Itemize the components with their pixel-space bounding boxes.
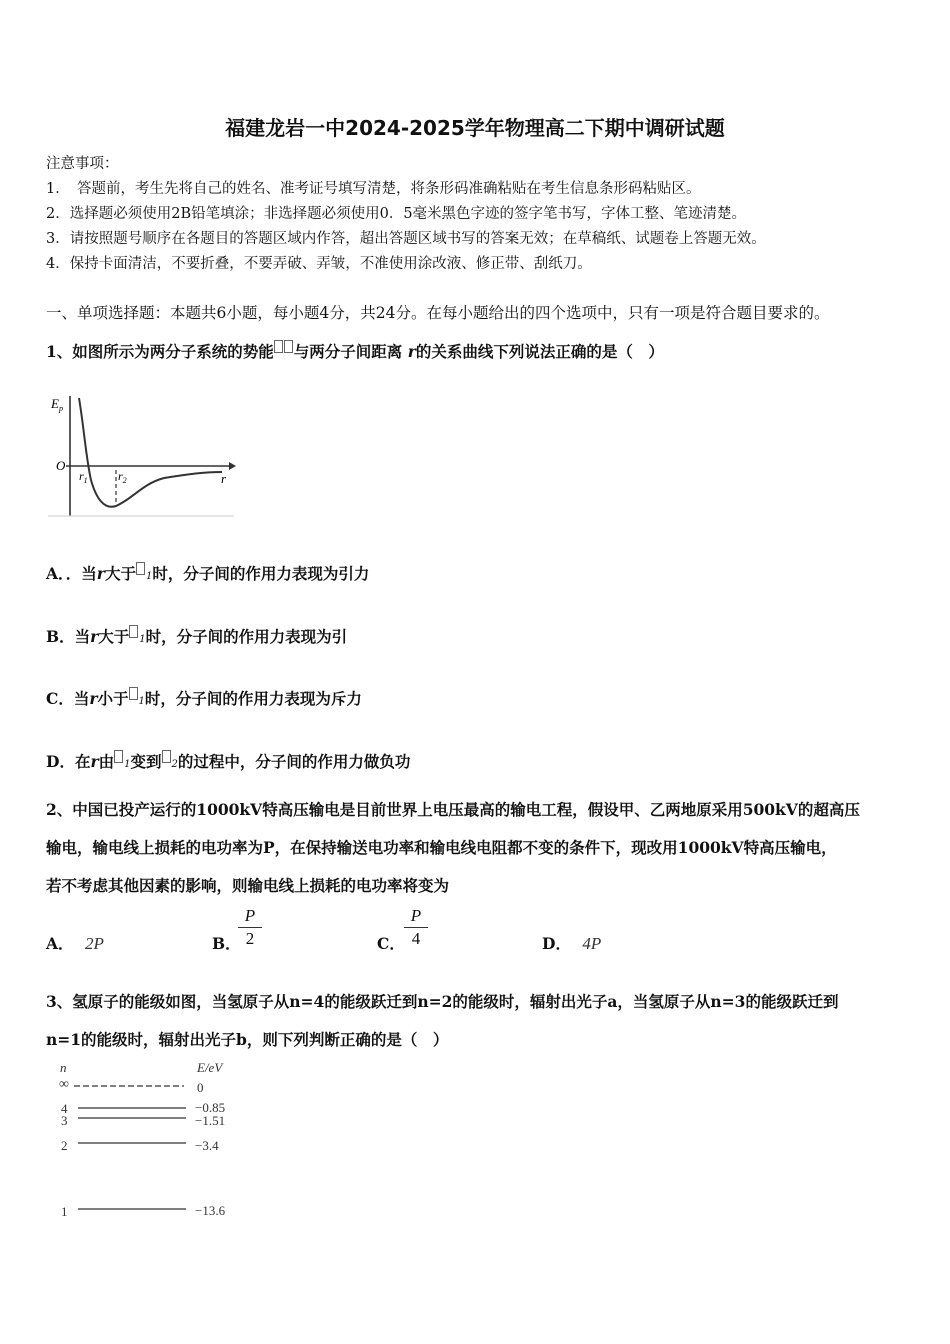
- level-e-label: 0: [197, 1080, 204, 1095]
- option-r: r: [90, 752, 99, 771]
- page-title: 福建龙岩一中2024-2025学年物理高二下期中调研试题: [225, 116, 725, 140]
- option-value: 4P: [582, 934, 602, 953]
- option-label: B．当: [46, 627, 91, 646]
- option-sub: 1: [124, 759, 131, 770]
- missing-glyph-icon: [114, 750, 123, 763]
- q1-stem-b: 与两分子间距离: [293, 342, 403, 361]
- level-e-label: −13.6: [195, 1203, 226, 1218]
- x-axis-arrow-icon: [229, 462, 236, 470]
- option-label: B．: [212, 934, 241, 953]
- q1-option-c[interactable]: [46, 687, 362, 709]
- y-axis-label: $E_p$: [51, 396, 63, 413]
- q3-stem-line: 3、氢原子的能级如图，当氢原子从n=4的能级跃迁到n=2的能级时，辐射出光子a，当氢原子从n=3的能级跃迁到: [46, 992, 839, 1011]
- option-label: D．: [542, 934, 571, 953]
- missing-glyph-icon: [136, 562, 145, 575]
- q2-stem-line: 输电，输电线上损耗的电功率为P，在保持输送电功率和输电线电阻都不变的条件下，现改用1000kV特高压输电，: [46, 838, 837, 857]
- option-label: D．在: [46, 752, 91, 771]
- q2-option-b[interactable]: [212, 932, 241, 954]
- level-n-label: 3: [61, 1113, 68, 1128]
- missing-glyph-icon: [274, 340, 283, 353]
- option-label: C．: [377, 934, 405, 953]
- option-label: C．当: [46, 689, 90, 708]
- option-tail: 时，分子间的作用力表现为斥力: [144, 689, 362, 708]
- q1-option-a[interactable]: [46, 562, 369, 584]
- notice-heading: 注意事项：: [46, 156, 119, 172]
- notice-item: 3．请按照题号顺序在各题目的答题区域内作答，超出答题区域书写的答案无效；在草稿纸、试题卷上答题无效。: [46, 231, 766, 247]
- q2-option-d[interactable]: [542, 932, 601, 954]
- r2-label: $r_2$: [118, 469, 127, 485]
- option-sub2: 2: [171, 759, 178, 770]
- level-n-label: 2: [61, 1138, 68, 1153]
- notice-item: 4．保持卡面清洁，不要折叠，不要弄破、弄皱，不准使用涂改液、修正带、刮纸刀。: [46, 256, 592, 272]
- fraction-bar: [238, 927, 262, 928]
- option-mid: 大于: [98, 627, 130, 646]
- option-mid: 大于: [104, 564, 136, 583]
- option-value: 2P: [84, 934, 104, 953]
- option-sub: 1: [145, 571, 153, 582]
- r1-label: $r_1$: [79, 469, 88, 485]
- q1-option-b[interactable]: [46, 625, 347, 647]
- q2-stem-line: 2、中国已投产运行的1000kV特高压输电是目前世界上电压最高的输电工程，假设甲、乙两地原采用500kV的超高压: [46, 800, 860, 819]
- q1-stem: [46, 340, 664, 362]
- q2-option-a[interactable]: [46, 932, 104, 954]
- q2-option-c-fraction: [404, 906, 428, 949]
- option-r: r: [90, 627, 99, 646]
- potential-energy-graph: [44, 388, 239, 523]
- option-sub: 1: [139, 634, 146, 645]
- q1-stem-a: 1、如图所示为两分子系统的势能: [46, 342, 274, 361]
- e-header: E/eV: [197, 1060, 223, 1075]
- fraction-bar: [404, 927, 428, 928]
- origin-label: O: [56, 458, 66, 473]
- notice-item: 2．选择题必须使用2B铅笔填涂；非选择题必须使用0．5毫米黑色字迹的签字笔书写，字体工整、笔迹清楚。: [46, 206, 747, 222]
- ep-curve: [79, 398, 222, 507]
- q2-stem-line: 若不考虑其他因素的影响，则输电线上损耗的电功率将变为: [46, 876, 450, 895]
- option-sub: 1: [138, 696, 145, 707]
- n-header: n: [60, 1060, 67, 1075]
- option-label: A．: [46, 934, 74, 953]
- fraction-denominator: 4: [411, 929, 421, 948]
- q1-stem-c: 的关系曲线: [415, 342, 494, 361]
- fraction-numerator: P: [410, 906, 422, 925]
- missing-glyph-icon: [129, 625, 138, 638]
- option-label: A．．当: [46, 564, 97, 583]
- missing-glyph-icon: [162, 750, 171, 763]
- level-n-label: 4: [61, 1101, 68, 1116]
- fraction-numerator: P: [244, 906, 256, 925]
- option-r: r: [89, 689, 98, 708]
- energy-level-diagram: [52, 1058, 252, 1228]
- missing-glyph-icon: [129, 687, 138, 700]
- option-tail: 时，分子间的作用力表现为引力: [152, 564, 370, 583]
- q3-stem-line: n=1的能级时，辐射出光子b，则下列判断正确的是（ ）: [46, 1030, 449, 1049]
- option-r: r: [96, 564, 105, 583]
- level-e-label: −0.85: [195, 1100, 226, 1115]
- option-mid: 小于: [97, 689, 129, 708]
- option-tail: 的过程中，分子间的作用力做负功: [177, 752, 411, 771]
- level-n-label: ∞: [59, 1077, 69, 1092]
- fraction-denominator: 2: [245, 929, 255, 948]
- q1-option-d[interactable]: [46, 750, 410, 772]
- option-mid: 由: [98, 752, 115, 771]
- option-mid2: 变到: [130, 752, 162, 771]
- level-e-label: −1.51: [195, 1113, 226, 1128]
- q2-option-c[interactable]: [377, 932, 405, 954]
- notice-item: 1． 答题前，考生先将自己的姓名、准考证号填写清楚，将条形码准确粘贴在考生信息条形码粘贴区。: [46, 181, 701, 197]
- option-tail: 时，分子间的作用力表现为引: [145, 627, 348, 646]
- q1-stem-r: r: [407, 342, 416, 361]
- level-n-label: 1: [61, 1204, 68, 1219]
- missing-glyph-icon: [284, 340, 293, 353]
- x-axis-label: r: [221, 471, 227, 486]
- section-heading: 一、单项选择题：本题共6小题，每小题4分，共24分。在每小题给出的四个选项中，只有一项是符合题目要求的。: [46, 304, 830, 322]
- level-e-label: −3.4: [195, 1138, 219, 1153]
- q1-stem-d: 下列说法正确的是（ ）: [493, 342, 664, 361]
- q2-option-b-fraction: [238, 906, 262, 949]
